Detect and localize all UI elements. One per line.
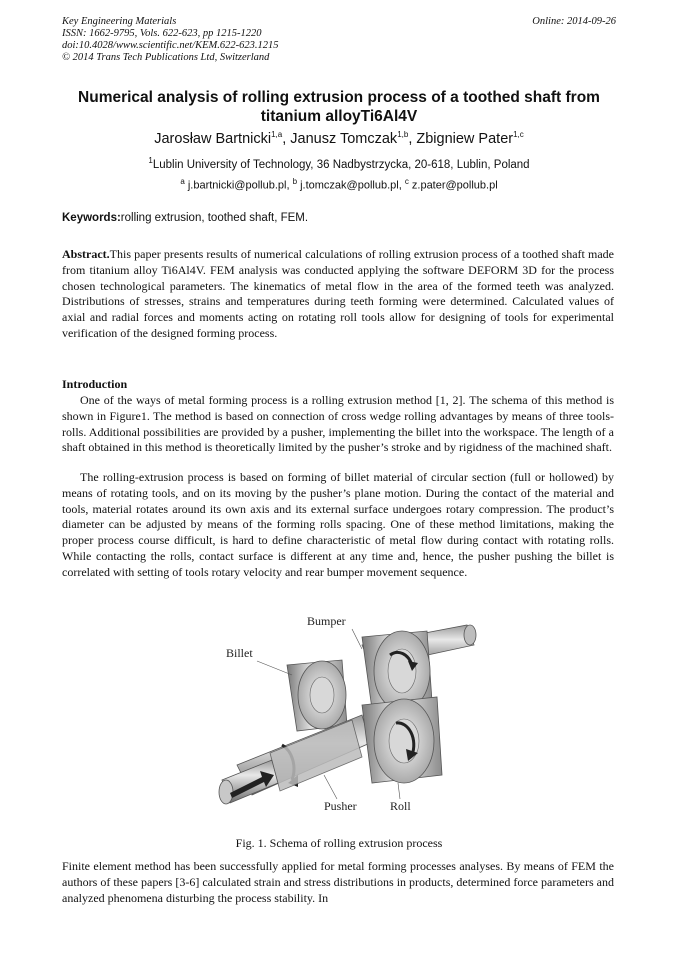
figure-1	[212, 605, 482, 820]
abstract	[62, 247, 614, 342]
affiliation	[62, 156, 616, 171]
author-name: Zbigniew Pater	[416, 130, 514, 147]
label-billet: Billet	[226, 646, 253, 660]
issn-line: ISSN: 1662-9795, Vols. 622-623, pp 1215-1220	[62, 28, 262, 39]
email-sup: c	[404, 177, 409, 186]
author-sup: 1,b	[397, 130, 409, 139]
label-bumper: Bumper	[307, 614, 346, 628]
keywords-text: rolling extrusion, toothed shaft, FEM.	[120, 212, 309, 224]
copyright-line: © 2014 Trans Tech Publications Ltd, Switzerland	[62, 52, 270, 63]
affiliation-sup: 1	[148, 156, 153, 165]
paper-title: Numerical analysis of rolling extrusion process of a toothed shaft from titanium alloyTi6Al4V	[78, 89, 600, 125]
email-sup: b	[292, 177, 298, 186]
online-date: Online: 2014-09-26	[532, 16, 616, 27]
journal-name: Key Engineering Materials	[62, 16, 177, 27]
figure-caption: Fig. 1. Schema of rolling extrusion process	[235, 836, 443, 850]
email-sup: a	[180, 177, 185, 186]
keywords-line	[62, 212, 308, 224]
pusher	[270, 720, 362, 791]
intro-paragraph-1: One of the ways of metal forming process is a rolling extrusion method [1, 2]. The schema of this method is shown in Figure1. The method is based on connection of cross wedge rolling advantages by means of three tools-rolls. Additional possibilities are provided by a pusher, implementing the billet into the workspace. The length of a shaft obtained in this method is theoretically limited by the pusher’s stroke and by rigidness of the machined shaft.	[62, 393, 614, 455]
author-sup: 1,a	[271, 130, 283, 139]
email-list: $^a$ j.bartnicki@pollub.pl, $^b$ j.tomczak@pollub.pl, $^c$ z.pater@pollub.pl	[180, 177, 498, 192]
keywords-label: Keywords:	[62, 212, 121, 224]
doi-line: doi:10.4028/www.scientific.net/KEM.622-623.1215	[62, 40, 279, 51]
author-name: Janusz Tomczak	[290, 130, 398, 147]
rolling-extrusion-schema	[212, 605, 482, 820]
email-link[interactable]: j.tomczak@pollub.pl	[300, 179, 399, 192]
intro-paragraph-2: The rolling-extrusion process is based on forming of billet material of circular section (full or hollowed) by means of rotating tools, and on its moving by the pusher’s plane motion. During the contact of the material and tools, material rotates around its own axis and its external surface undergoes rotary compression. The product’s diameter can be adjusted by means of the forming rolls spacing. One of these method limitations, making the proper process course difficult, is hard to define characteristic of metal flow during contact with rotating rolls. While contacting the rolls, contact surface is different at any time and, hence, the pusher pushing the billet is correlated with setting of tools rotary velocity and rear bumper movement sequence.	[62, 470, 614, 579]
author-name: Jarosław Bartnicki	[154, 130, 272, 147]
body-paragraph: Finite element method has been successfully applied for metal forming processes analyses. By means of FEM the authors of these papers [3-6] calculated strain and stress distributions in products, determined force parameters and analyzed phenomena disturbing the process stability. In	[62, 859, 614, 905]
author-list: Jarosław Bartnicki$^{1,a}$, Janusz Tomczak$^{1,b}$, Zbigniew Pater$^{1,c}$	[154, 130, 524, 147]
abstract-label: Abstract.	[62, 247, 110, 261]
author-sup: 1,c	[513, 130, 524, 139]
lower-roll	[362, 697, 442, 783]
email-link[interactable]: z.pater@pollub.pl	[411, 179, 498, 192]
email-link[interactable]: j.bartnicki@pollub.pl	[187, 179, 287, 192]
label-pusher: Pusher	[324, 799, 357, 813]
abstract-text: This paper presents results of numerical calculations of rolling extrusion process of a toothed shaft made from titanium alloy Ti6Al4V. FEM analysis was conducted applying the software DEFORM 3D for the process chosen technological parameters. The kinematics of metal flow in the area of the formed teeth was analyzed. Distributions of stresses, strains and temperatures during teeth forming were determined. Calculated values of axial and radial forces and moments acting on rotating roll tools allow for designing of tools for experimental verification of the designed forming process.	[62, 247, 614, 340]
left-roll	[287, 660, 347, 731]
section-heading: Introduction	[62, 377, 128, 391]
label-roll: Roll	[390, 799, 411, 813]
affiliation-text: Lublin University of Technology, 36 Nadbystrzycka, 20-618, Lublin, Poland	[152, 158, 530, 171]
journal-header	[62, 16, 279, 64]
